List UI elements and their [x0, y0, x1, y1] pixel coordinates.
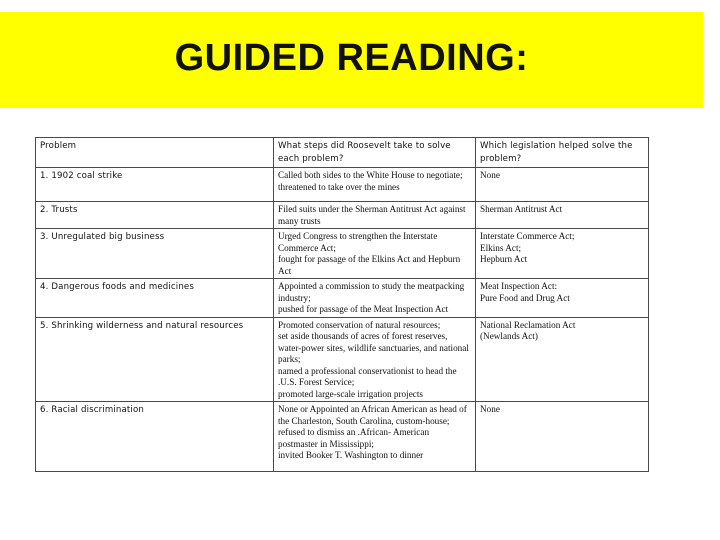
- header-problem: Problem: [36, 138, 274, 168]
- title-banner: [0, 12, 703, 108]
- steps-cell: Appointed a commission to study the meatpacking industry; pushed for passage of the Meat Inspection Act: [274, 279, 476, 318]
- table-row: [36, 229, 649, 279]
- table-row: [36, 402, 649, 472]
- table-row: [36, 202, 649, 229]
- legislation-cell: Meat Inspection Act: Pure Food and Drug Act: [476, 279, 649, 318]
- guided-reading-table: [35, 137, 649, 472]
- header-legislation: Which legislation helped solve the problem?: [476, 138, 649, 168]
- steps-cell: Promoted conservation of natural resources; set aside thousands of acres of forest reserves, water-power sites, wildlife sanctuaries, and national parks; named a professional conservationist to head the .U.S. Forest Service; promoted large-scale irrigation projects: [274, 317, 476, 402]
- legislation-cell: None: [476, 168, 649, 202]
- problem-cell: 5. Shrinking wilderness and natural resources: [36, 317, 274, 402]
- steps-cell: Urged Congress to strengthen the Interstate Commerce Act; fought for passage of the Elkins Act and Hepburn Act: [274, 229, 476, 279]
- problem-cell: 4. Dangerous foods and medicines: [36, 279, 274, 318]
- legislation-cell: None: [476, 402, 649, 472]
- table-row: [36, 279, 649, 318]
- problem-cell: 3. Unregulated big business: [36, 229, 274, 279]
- problem-cell: 1. 1902 coal strike: [36, 168, 274, 202]
- header-steps: What steps did Roosevelt take to solve each problem?: [274, 138, 476, 168]
- legislation-cell: Interstate Commerce Act; Elkins Act; Hepburn Act: [476, 229, 649, 279]
- legislation-cell: National Reclamation Act (Newlands Act): [476, 317, 649, 402]
- legislation-cell: Sherman Antitrust Act: [476, 202, 649, 229]
- problem-cell: 2. Trusts: [36, 202, 274, 229]
- problem-cell: 6. Racial discrimination: [36, 402, 274, 472]
- steps-cell: Called both sides to the White House to negotiate; threatened to take over the mines: [274, 168, 476, 202]
- steps-cell: None or Appointed an African American as head of the Charleston, South Carolina, custom-house; refused to dismiss an .African- American postmaster in Mississippi; invited Booker T. Washington to dinner: [274, 402, 476, 472]
- table-row: [36, 317, 649, 402]
- slide-title: GUIDED READING:: [174, 36, 529, 79]
- table-row: [36, 168, 649, 202]
- table-header-row: [36, 138, 649, 168]
- steps-cell: Filed suits under the Sherman Antitrust Act against many trusts: [274, 202, 476, 229]
